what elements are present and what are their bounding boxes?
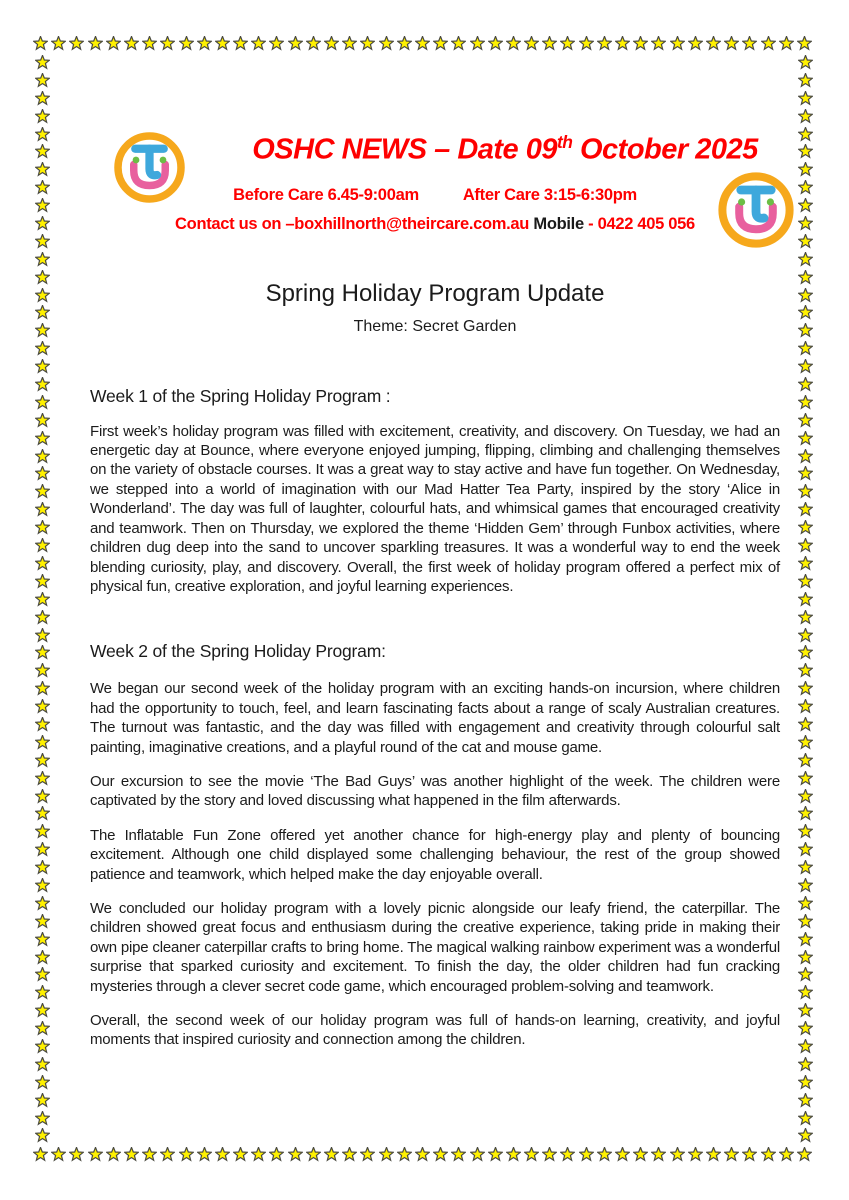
week1-paragraph: First week’s holiday program was filled with excitement, creativity, and discovery. On Tuesday, we had an energetic day at Bounce, where everyone enjoyed jumping, flipping, climbing and challenging themselves on the variety of obstacle courses. It was a great way to stay active and have fun together. On Wednesday, we stepped into a world of imagination with our Mad Hatter Tea Party, inspired by the story ‘Alice in Wonderland’. The day was full of laughter, colourful hats, and whimsical games that encouraged creativity and teamwork. Then on Thursday, we explored the theme ‘Hidden Gem’ through Funbox activities, where children dug deep into the sand to uncover sparkling treasures. It was a wonderful way to end the week blending curiosity, play, and discovery. Overall, the first week of holiday program offered a perfect mix of physical fun, creative exploration, and joyful learning experiences. xyxy=(90,422,780,595)
star-icon xyxy=(597,1147,612,1162)
star-icon xyxy=(798,252,813,267)
star-icon xyxy=(35,878,50,893)
star-icon xyxy=(35,574,50,589)
star-icon xyxy=(69,36,84,51)
star-icon xyxy=(560,36,575,51)
star-icon xyxy=(798,55,813,70)
star-icon xyxy=(251,1147,266,1162)
star-icon xyxy=(742,1147,757,1162)
star-icon xyxy=(798,1003,813,1018)
star-icon xyxy=(798,717,813,732)
star-icon xyxy=(35,538,50,553)
star-icon xyxy=(179,36,194,51)
star-icon xyxy=(35,663,50,678)
star-icon xyxy=(597,36,612,51)
star-icon xyxy=(798,91,813,106)
star-icon xyxy=(798,592,813,607)
star-icon xyxy=(798,323,813,338)
star-icon xyxy=(197,36,212,51)
star-icon xyxy=(488,1147,503,1162)
star-icon xyxy=(69,1147,84,1162)
star-icon xyxy=(288,1147,303,1162)
star-icon xyxy=(798,502,813,517)
star-icon xyxy=(360,1147,375,1162)
star-icon xyxy=(560,1147,575,1162)
star-icon xyxy=(35,645,50,660)
star-icon xyxy=(51,36,66,51)
star-icon xyxy=(306,1147,321,1162)
star-border-bottom xyxy=(33,1147,812,1162)
star-icon xyxy=(233,36,248,51)
star-icon xyxy=(379,36,394,51)
star-icon xyxy=(798,162,813,177)
star-icon xyxy=(798,109,813,124)
star-icon xyxy=(798,413,813,428)
star-icon xyxy=(451,1147,466,1162)
star-icon xyxy=(35,628,50,643)
star-icon xyxy=(35,967,50,982)
star-icon xyxy=(633,36,648,51)
star-icon xyxy=(579,36,594,51)
contact-email: Contact us on –boxhillnorth@theircare.com.au xyxy=(175,214,530,233)
star-icon xyxy=(35,681,50,696)
star-icon xyxy=(798,270,813,285)
star-icon xyxy=(798,950,813,965)
star-icon xyxy=(360,36,375,51)
star-icon xyxy=(35,395,50,410)
star-icon xyxy=(35,73,50,88)
star-border-right xyxy=(798,55,813,1144)
star-icon xyxy=(35,1057,50,1072)
star-icon xyxy=(506,36,521,51)
star-icon xyxy=(397,1147,412,1162)
week2-paragraph-2: Our excursion to see the movie ‘The Bad Guys’ was another highlight of the week. The children were captivated by the story and loved discussing what happened in the film afterwards. xyxy=(90,772,780,810)
star-icon xyxy=(798,1021,813,1036)
star-icon xyxy=(706,1147,721,1162)
program-theme: Theme: Secret Garden xyxy=(353,317,517,335)
week2-paragraph-1: We began our second week of the holiday program with an exciting hands-on incursion, where children had the opportunity to touch, feel, and learn fascinating facts about a range of scaly Australian creatures. The turnout was fantastic, and the day was filled with engagement and creativity through colourful salt painting, imaginative creations, and a playful round of the cat and mouse game. xyxy=(90,680,780,756)
star-icon xyxy=(306,36,321,51)
star-icon xyxy=(798,288,813,303)
star-icon xyxy=(106,36,121,51)
star-icon xyxy=(35,914,50,929)
star-icon xyxy=(798,771,813,786)
star-icon xyxy=(35,932,50,947)
star-icon xyxy=(142,1147,157,1162)
star-icon xyxy=(342,1147,357,1162)
contact-phone: - 0422 405 056 xyxy=(588,214,695,233)
star-icon xyxy=(35,842,50,857)
star-icon xyxy=(35,556,50,571)
star-icon xyxy=(470,1147,485,1162)
star-icon xyxy=(724,1147,739,1162)
title-ordinal: th xyxy=(557,132,573,152)
week1-heading: Week 1 of the Spring Holiday Program : xyxy=(90,385,391,406)
star-icon xyxy=(35,520,50,535)
star-icon xyxy=(35,1039,50,1054)
star-icon xyxy=(742,36,757,51)
week2-paragraph-5: Overall, the second week of our holiday program was full of hands-on learning, creativity, and joyful moments that inspired curiosity and connection among the children. xyxy=(90,1012,780,1049)
star-icon xyxy=(35,753,50,768)
star-icon xyxy=(415,1147,430,1162)
star-icon xyxy=(798,735,813,750)
star-icon xyxy=(124,1147,139,1162)
star-icon xyxy=(215,1147,230,1162)
program-title: Spring Holiday Program Update xyxy=(265,279,605,307)
star-icon xyxy=(779,1147,794,1162)
star-icon xyxy=(798,824,813,839)
star-icon xyxy=(433,1147,448,1162)
star-icon xyxy=(415,36,430,51)
star-icon xyxy=(124,36,139,51)
star-icon xyxy=(798,1093,813,1108)
star-icon xyxy=(35,270,50,285)
star-icon xyxy=(724,36,739,51)
star-icon xyxy=(160,1147,175,1162)
newsletter-title xyxy=(90,124,780,168)
star-icon xyxy=(798,198,813,213)
star-icon xyxy=(798,466,813,481)
star-icon xyxy=(35,466,50,481)
star-icon xyxy=(651,1147,666,1162)
star-icon xyxy=(798,663,813,678)
star-icon xyxy=(33,1147,48,1162)
star-icon xyxy=(798,1075,813,1090)
star-icon xyxy=(798,144,813,159)
star-icon xyxy=(233,1147,248,1162)
star-icon xyxy=(35,1111,50,1126)
star-icon xyxy=(35,1003,50,1018)
star-icon xyxy=(288,36,303,51)
star-icon xyxy=(798,878,813,893)
star-icon xyxy=(35,323,50,338)
star-icon xyxy=(798,1128,813,1143)
week2-paragraph-4: We concluded our holiday program with a lovely picnic alongside our leafy friend, the caterpillar. The children showed great focus and enthusiasm during the creative experience, taking pride in making their own pipe cleaner caterpillar crafts to bring home. The magical walking rainbow experiment was a wonderful surprise that sparked curiosity and excitement. To finish the day, the older children had fun cracking mysteries through a clever secret code game, which encouraged problem-solving and teamwork. xyxy=(90,899,780,995)
star-icon xyxy=(35,431,50,446)
star-icon xyxy=(615,1147,630,1162)
star-icon xyxy=(798,985,813,1000)
star-icon xyxy=(35,699,50,714)
star-icon xyxy=(798,180,813,195)
star-icon xyxy=(798,860,813,875)
title-suffix: October 2025 xyxy=(572,133,758,166)
newsletter-content xyxy=(90,124,780,1065)
star-icon xyxy=(506,1147,521,1162)
star-icon xyxy=(35,180,50,195)
star-icon xyxy=(35,950,50,965)
star-icon xyxy=(51,1147,66,1162)
after-care-hours: After Care 3:15-6:30pm xyxy=(462,185,637,204)
star-icon xyxy=(35,610,50,625)
star-icon xyxy=(579,1147,594,1162)
star-icon xyxy=(798,628,813,643)
star-icon xyxy=(798,645,813,660)
star-icon xyxy=(542,36,557,51)
star-icon xyxy=(797,36,812,51)
star-icon xyxy=(142,36,157,51)
star-icon xyxy=(542,1147,557,1162)
star-icon xyxy=(35,824,50,839)
star-icon xyxy=(35,735,50,750)
star-icon xyxy=(35,449,50,464)
star-icon xyxy=(35,413,50,428)
star-icon xyxy=(451,36,466,51)
title-prefix: OSHC NEWS – Date 09 xyxy=(252,133,557,166)
star-icon xyxy=(35,341,50,356)
star-icon xyxy=(35,1093,50,1108)
star-icon xyxy=(798,806,813,821)
star-icon xyxy=(798,1111,813,1126)
week2-heading: Week 2 of the Spring Holiday Program: xyxy=(90,641,386,662)
star-icon xyxy=(798,789,813,804)
star-icon xyxy=(269,36,284,51)
star-icon xyxy=(35,55,50,70)
star-icon xyxy=(688,1147,703,1162)
star-icon xyxy=(798,359,813,374)
star-icon xyxy=(524,36,539,51)
star-icon xyxy=(33,36,48,51)
star-icon xyxy=(106,1147,121,1162)
star-icon xyxy=(798,967,813,982)
star-icon xyxy=(35,1075,50,1090)
star-icon xyxy=(35,502,50,517)
star-icon xyxy=(35,127,50,142)
star-icon xyxy=(35,109,50,124)
star-icon xyxy=(798,1057,813,1072)
star-icon xyxy=(798,341,813,356)
star-icon xyxy=(798,574,813,589)
star-icon xyxy=(798,681,813,696)
before-care-hours: Before Care 6.45-9:00am xyxy=(233,185,419,204)
star-icon xyxy=(706,36,721,51)
star-icon xyxy=(798,699,813,714)
star-icon xyxy=(397,36,412,51)
star-icon xyxy=(35,288,50,303)
star-icon xyxy=(524,1147,539,1162)
week2-paragraph-3: The Inflatable Fun Zone offered yet another chance for high-energy play and plenty of bouncing excitement. Although one child displayed some challenging behaviour, the rest of the group showed patience and teamwork, which helped make the day enjoyable overall. xyxy=(90,826,780,883)
star-icon xyxy=(670,36,685,51)
star-icon xyxy=(35,144,50,159)
star-icon xyxy=(798,932,813,947)
star-icon xyxy=(798,216,813,231)
star-icon xyxy=(342,36,357,51)
star-icon xyxy=(761,36,776,51)
star-icon xyxy=(798,73,813,88)
star-icon xyxy=(35,717,50,732)
star-icon xyxy=(35,771,50,786)
star-icon xyxy=(615,36,630,51)
star-icon xyxy=(35,484,50,499)
star-icon xyxy=(35,789,50,804)
star-icon xyxy=(798,556,813,571)
star-icon xyxy=(798,449,813,464)
star-icon xyxy=(35,377,50,392)
star-icon xyxy=(798,896,813,911)
star-icon xyxy=(35,592,50,607)
star-icon xyxy=(35,1021,50,1036)
star-icon xyxy=(35,198,50,213)
star-icon xyxy=(798,842,813,857)
star-icon xyxy=(798,431,813,446)
star-icon xyxy=(798,377,813,392)
star-icon xyxy=(35,305,50,320)
star-icon xyxy=(35,91,50,106)
star-icon xyxy=(470,36,485,51)
star-icon xyxy=(779,36,794,51)
star-icon xyxy=(761,1147,776,1162)
star-icon xyxy=(35,985,50,1000)
star-icon xyxy=(798,520,813,535)
contact-mobile-label: Mobile xyxy=(533,214,584,233)
care-times-line xyxy=(90,185,780,205)
star-icon xyxy=(179,1147,194,1162)
star-icon xyxy=(633,1147,648,1162)
contact-line xyxy=(90,214,780,235)
star-icon xyxy=(798,914,813,929)
star-border-top xyxy=(33,36,812,51)
star-icon xyxy=(35,896,50,911)
star-icon xyxy=(35,162,50,177)
star-icon xyxy=(798,127,813,142)
star-border-left xyxy=(35,55,50,1144)
star-icon xyxy=(88,1147,103,1162)
star-icon xyxy=(88,36,103,51)
star-icon xyxy=(688,36,703,51)
star-icon xyxy=(197,1147,212,1162)
star-icon xyxy=(798,753,813,768)
star-icon xyxy=(433,36,448,51)
star-icon xyxy=(35,860,50,875)
star-icon xyxy=(35,234,50,249)
star-icon xyxy=(798,538,813,553)
star-icon xyxy=(798,234,813,249)
star-icon xyxy=(798,305,813,320)
star-icon xyxy=(324,1147,339,1162)
star-icon xyxy=(670,1147,685,1162)
star-icon xyxy=(324,36,339,51)
star-icon xyxy=(798,1039,813,1054)
star-icon xyxy=(160,36,175,51)
star-icon xyxy=(269,1147,284,1162)
star-icon xyxy=(797,1147,812,1162)
star-icon xyxy=(215,36,230,51)
star-icon xyxy=(251,36,266,51)
star-icon xyxy=(651,36,666,51)
star-icon xyxy=(35,252,50,267)
star-icon xyxy=(379,1147,394,1162)
star-icon xyxy=(35,216,50,231)
star-icon xyxy=(488,36,503,51)
star-icon xyxy=(35,359,50,374)
star-icon xyxy=(798,395,813,410)
star-icon xyxy=(798,610,813,625)
star-icon xyxy=(35,1128,50,1143)
star-icon xyxy=(798,484,813,499)
star-icon xyxy=(35,806,50,821)
